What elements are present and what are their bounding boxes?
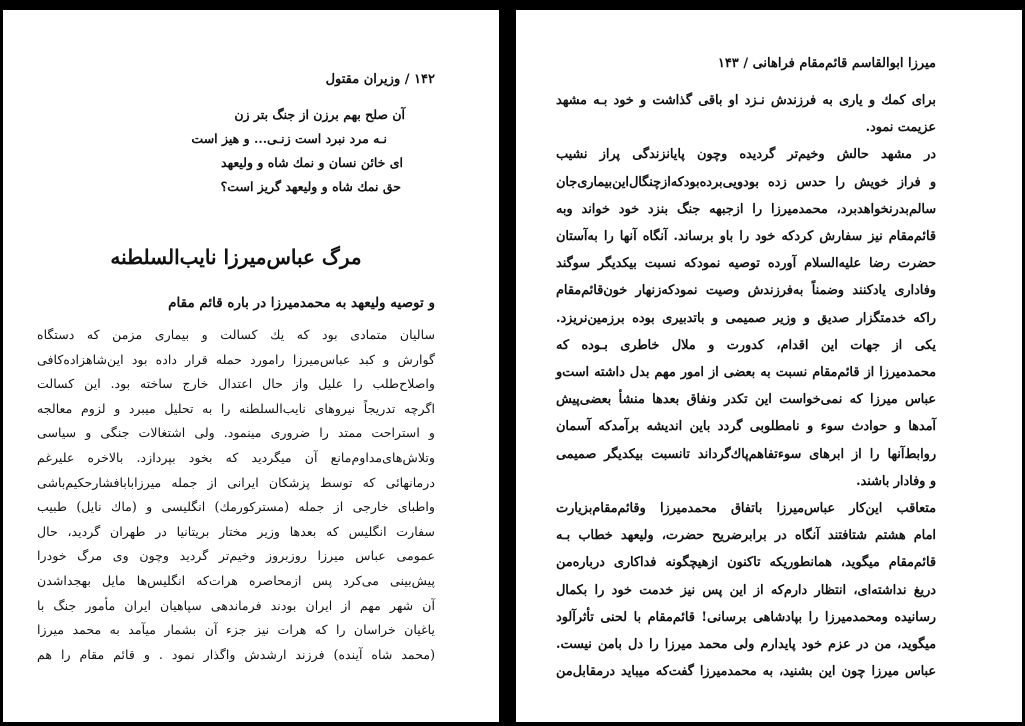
text-line: سفارت انگلیس که بعدها وزیر مختار بریتانیا در طهران گردید، حال [37,523,435,539]
text-line: پیش‌بینی می‌کرد پس ازمحاصره هرات‌که انگلیس‌ها مایل بهجداشدن [37,572,435,588]
text-line: متعاقب این‌کار عباس‌میرزا باتفاق محمدمیرزا وقائم‌مقام‌بزیارت [556,501,936,517]
verse-line: نـه مرد نبرد است زنـی... و هیز است [191,131,387,146]
text-line: یاغیان خراسان را که هرات نیز جزء آن بشمار میآمد به محمد میرزا [37,622,435,638]
text-line: عباس میرزا که نمی‌خواست این تکدر ونفاق بعدها منشأ بعضی‌پیش‌ [556,392,936,408]
right-page [516,10,1022,722]
text-line: محمدمیرزا از قائم‌مقام نسبت به بعضی از امور مهم بدل داشته است‌و [556,365,936,381]
section-subtitle: و توصیه ولیعهد به محمدمیرزا در باره قائم مقام [168,295,435,311]
text-line: رسانیده ومحمدمیرزا را بپادشاهی برسانی! قائم‌مقام با لحنی تأثرآلود [556,609,936,625]
left-page [3,10,499,722]
right-running-head: میرزا ابوالقاسم قائم‌مقام فراهانی / ۱۴۳ [717,56,936,71]
text-line: امام هشتم شتافتند آنگاه در برابرضریح حضرت، ولیعهد خطاب بـه [556,528,936,544]
text-line: دریغ نداشته‌ای، انتظار دارم‌که از این پس نیز خدمت خود را بکمال [556,582,936,598]
text-line: سالیان متمادی بود که یك کسالت و بیماری مزمن که دستگاه [37,327,435,342]
text-line: وفاداری یادکنند وضمناً بەفرزندش وصیت نمودکەزنهار خون‌قائم‌مقام [556,283,936,299]
verse-line: آن صلح بهم برزن از جنگ بتر زن [234,107,405,122]
text-line: عزیمت نمود. [865,120,936,136]
text-line: گوارش و کبد عباس‌میرزا رامورد حمله قرار داده بود این‌شاهزاده‌کافی [37,351,435,367]
text-line: عباس میرزا چون این بشنید، به محمدمیرزا گفت‌که میباید درمقابل‌من [556,664,936,680]
text-line: روابط‌آنها را از ابرهای سوءتفاهم‌پاك‌گرداند تانسبت بیکدیگر صمیمی [556,446,936,462]
chapter-title: مرگ عباس‌میرزا نایب‌السلطنه [110,245,362,269]
text-line: سالم‌بدرنخواهدبرد، محمدمیرزا را ازجبهه جنگ بنزد خود خواند وبه [556,201,936,217]
text-line: یکی از جهات این اقدام، کدورت و ملال خاطری بـوده که [556,337,936,353]
text-line: حضرت رضا علیه‌السلام آورده توصیه نمودکه نسبت بیکدیگر سوگند [556,256,936,272]
verse-line: ای خائن نسان و نمك شاه و ولیعهد [221,155,403,170]
left-running-head: ۱۴۲ / وزیران مقتول [325,72,435,87]
text-line: راکه خدمتگزار صدیق و وزیر صمیمی و باتدبیری بوده برزمین‌نریزد. [556,310,936,326]
text-line: و فراز خویش را حدس زده بودویی‌برده‌بودکه‌ازچنگال‌این‌بیماری‌جان [556,174,936,190]
text-line: وتلاش‌های‌مداوم‌مانع آن میگردید که بخود بپردازد. بالاخره علیرغم [37,449,435,465]
left-body-text [37,323,435,667]
text-line: قائم‌مقام میگوید، همانطوریکه تاکنون ازهیچگونه فداکاری دربارەمن [556,555,936,571]
text-line: و وفادار باشند. [856,473,936,489]
text-line: درمانهائی که توسط پزشکان ایرانی از جمله میرزابابافشارحکیم‌باشی [37,474,435,490]
verse-line: حق نمك شاه و ولیعهد گریز است؟ [220,179,401,194]
text-line: (محمد شاه آینده) فرزند ارشدش واگذار نمود . و قائم مقام را هم [37,646,435,662]
text-line: آن شهر مهم از ایران بودند فرماندهی سپاهیان ایران مأمور جنگ با [37,597,435,613]
text-line: میگوید، من در عزم خود پایدارم ولی محمد میرزا را دل بامن نیست. [556,637,936,653]
verse-block [37,103,435,199]
text-line: آمدها و حوادث سوء و نامطلوبی گردد باین اندیشه برآمدکه آسمان [556,419,936,435]
text-line: و استراحت ممتد را ضروری مینمود. ولی اشتغالات جنگی و سیاسی [37,425,435,441]
text-line: عمومی عباس میرزا روزبروز وخیم‌تر گردید وچون وی مرگ خودرا [37,548,435,564]
text-line: واصلاح‌طلب را علیل واز حال اعتدال خارج ساخته بود. این کسالت [37,376,435,392]
text-line: قائم‌مقام نیز سفارش کردکه خود را باو برساند. آنگاه آنها را به‌آستان [556,229,936,245]
book-gutter [499,10,516,722]
text-line: اگرچه تدریجاً نیروهای نایب‌السلطنه را به تحلیل میبرد و لزوم معالجه [37,400,435,416]
text-line: واطبای خارجی از جمله (مسترکورمك) انگلیسی و (ماك نایل) طبیب [37,499,435,515]
right-body-text [556,87,936,685]
text-line: برای کمك و یاری به فرزندش نـزد او باقی گذاشت و خود بـه مشهد [556,93,936,108]
text-line: در مشهد حالش وخیم‌تر گردیده وچون پایانزندگی پراز نشیب [556,147,936,163]
